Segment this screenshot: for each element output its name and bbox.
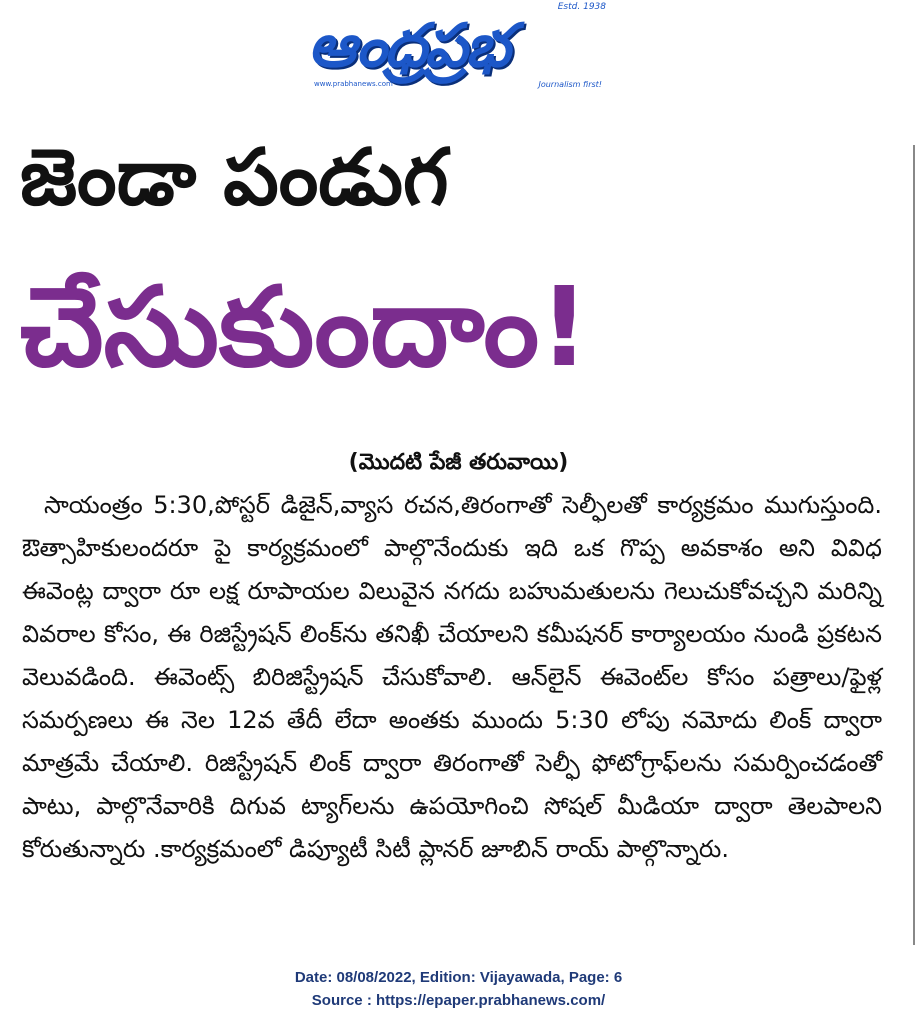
continued-from-label: (మొదటి పేజీ తరువాయి) <box>348 450 569 475</box>
headline-line-1: జెండా పండుగ <box>20 133 449 223</box>
article-body: సాయంత్రం 5:30,పోస్టర్ డిజైన్,వ్యాస రచన,తిరంగాతో సెల్ఫీలతో కార్యక్రమం ముగుస్తుంది. ఔత్సాహికులందరూ పై కార్యక్రమంలో పాల్గొనేందుకు ఇది ఒక గొప్ప అవకాశం అని వివిధ ఈవెంట్ల ద్వారా రూ లక్ష రూపాయల విలువైన నగదు బహుమతులను గెలుచుకోవచ్చని మరిన్ని వివరాల కోసం, ఈ రిజిస్ట్రేషన్ లింక్‌ను తనిఖీ చేయాలని కమీషనర్ కార్యాలయం నుండి ప్రకటన వెలువడింది. ఈవెంట్స్ బిరిజిస్ట్రేషన్ చేసుకోవాలి. ఆన్‌లైన్ ఈవెంట్‌ల కోసం పత్రాలు/ఫైళ్ల సమర్పణలు ఈ నెల 12వ తేదీ లేదా అంతకు ముందు 5:30 లోపు నమోదు లింక్ ద్వారా మాత్రమే చేయాలి. రిజిస్ట్రేషన్ లింక్ ద్వారా తిరంగాతో సెల్ఫీ ఫోటోగ్రాఫ్‌లను సమర్పించడంతో పాటు, పాల్గొనేవారికి దిగువ ట్యాగ్‌లను ఉపయోగించి సోషల్ మీడియా ద్వారా తెలపాలని కోరుతున్నారు .కార్యక్రమంలో డిప్యూటీ సిటీ ప్లానర్ జూబిన్ రాయ్ పాల్గొన్నారు. <box>22 491 882 863</box>
column-divider <box>913 145 915 945</box>
logo-website: www.prabhanews.com <box>314 80 393 88</box>
logo-established: Estd. 1938 <box>557 2 606 12</box>
masthead-logo <box>300 2 610 92</box>
date-edition-line: Date: 08/08/2022, Edition: Vijayawada, Page: 6 <box>294 969 623 986</box>
logo-tagline: Journalism first! <box>538 80 602 89</box>
newspaper-logo: ఆంధ్రప్రభ <box>308 11 509 81</box>
source-url-line[interactable]: Source : https://epaper.prabhanews.com/ <box>311 992 606 1009</box>
headline-line-2: చేసుకుందాం! <box>20 263 590 391</box>
source-footer <box>0 966 917 1012</box>
